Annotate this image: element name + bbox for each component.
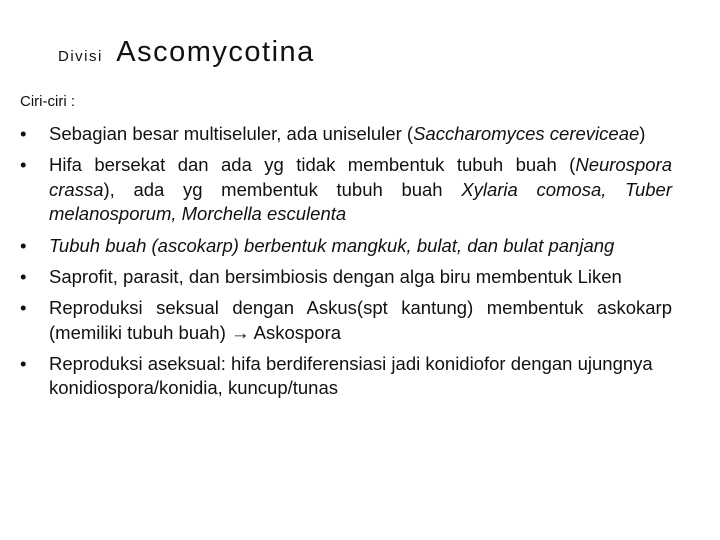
bullet-icon [20,153,26,178]
arrow-right-icon: → [231,321,250,343]
bullet-item [20,352,672,401]
bullet-text: Reproduksi aseksual: hifa berdiferensiasi jadi konidiofor dengan ujungnya konidiospora/konidia, kuncup/tunas [49,352,653,399]
bullet-item [20,234,672,259]
subtitle: Ciri-ciri : [20,93,75,110]
title-main: Ascomycotina [116,36,315,68]
bullet-icon [20,352,26,377]
bullet-text: Sebagian besar multiseluler, ada uniseluler ( [49,123,414,144]
bullet-icon [20,265,26,290]
species-name: Neurospora crassa [49,154,672,200]
title-prefix: Divisi [58,48,103,65]
bullet-icon [20,234,26,259]
bullet-text: Hifa bersekat dan ada yg tidak membentuk tubuh buah ( [49,154,576,176]
bullet-item [20,265,672,290]
bullet-text: Reproduksi seksual dengan Askus(spt kantung) membentuk askokarp (memiliki tubuh buah) [49,296,672,343]
bullet-item [20,153,672,227]
bullet-list [20,122,672,408]
bullet-text: ), ada yg membentuk tubuh buah [103,178,462,200]
bullet-icon [20,122,26,147]
species-name: Saccharomyces cereviceae [413,123,640,144]
slide-title [58,36,315,69]
bullet-text: Saprofit, parasit, dan bersimbiosis dengan alga biru membentuk Liken [49,265,622,287]
bullet-icon [20,296,26,321]
bullet-text: Tubuh buah (ascokarp) berbentuk mangkuk, bulat, dan bulat panjang [49,234,615,256]
bullet-item [20,296,672,345]
bullet-text: Askospora [249,321,342,343]
species-names: Xylaria comosa, Tuber melanosporum, Morchella esculenta [49,178,672,225]
bullet-text: ) [639,123,646,144]
bullet-item [20,122,672,147]
